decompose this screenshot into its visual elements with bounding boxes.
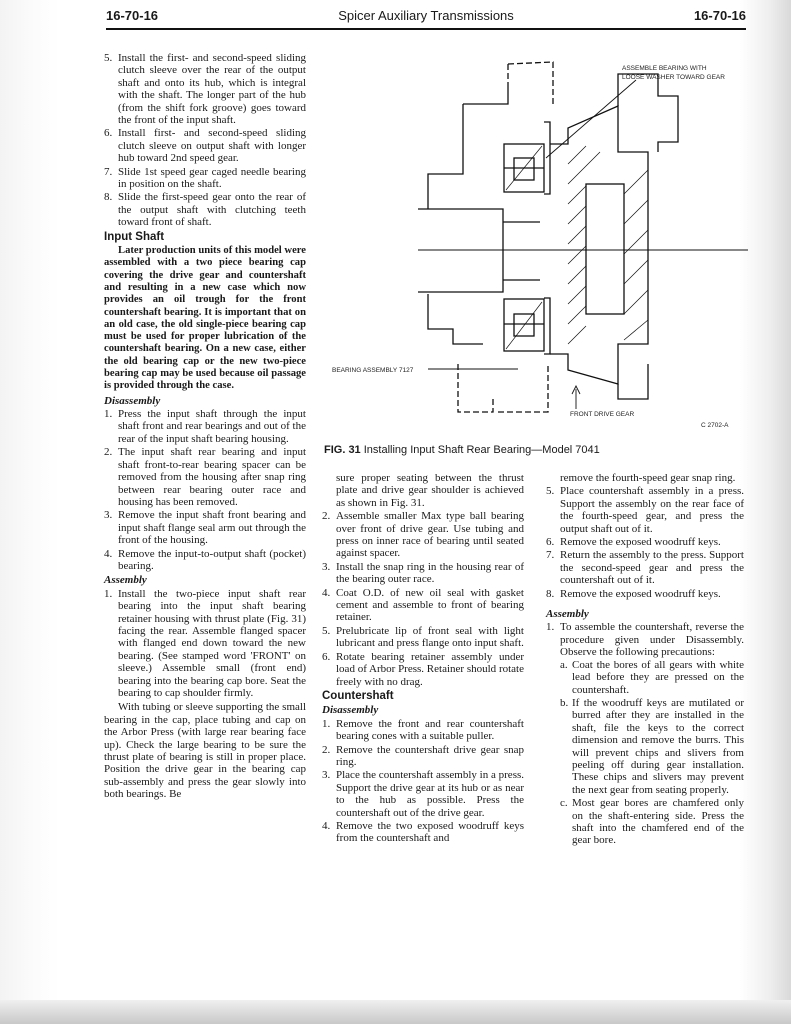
- step-number: 1.: [546, 621, 555, 634]
- list-item: [104, 588, 306, 700]
- step-number: 4.: [322, 586, 331, 599]
- step-number: 5.: [322, 624, 331, 637]
- list-item: [104, 408, 306, 445]
- countershaft-assembly-steps: [546, 621, 744, 846]
- step-text: Place countershaft assembly in a press. Support the assembly on the rear face of the fourth-speed gear, and press the output shaft out of it.: [560, 485, 744, 535]
- countershaft-disassembly-steps-cont: [546, 485, 744, 600]
- step-text: Remove the exposed woodruff keys.: [560, 587, 721, 600]
- step-text: Press the input shaft through the input shaft front and rear bearings and out of the rear of the input shaft bearing housing.: [118, 408, 306, 445]
- list-item: [104, 166, 306, 191]
- label-front-drive-gear: FRONT DRIVE GEAR: [570, 411, 635, 418]
- step-number: 6.: [322, 650, 331, 663]
- list-item: [546, 621, 744, 846]
- figure-caption: [324, 444, 744, 456]
- step-text: To assemble the countershaft, reverse the procedure given under Disassembly. Observe the following precautions:: [560, 621, 744, 659]
- step-number: 1.: [104, 408, 113, 421]
- step-text: Most gear bores are chamfered only on the shaft-entering side. Press the shaft into the chamfered end of the gear bore.: [572, 797, 744, 847]
- column-middle: [322, 472, 524, 846]
- column-right: [546, 472, 744, 848]
- list-item: [546, 588, 744, 600]
- step-text: Slide 1st speed gear caged needle bearing in position on the shaft.: [118, 165, 306, 191]
- subheading-disassembly: Disassembly: [104, 394, 161, 407]
- page-edge-shadow: [0, 1000, 791, 1024]
- page-header: [106, 6, 746, 28]
- list-item: [104, 446, 306, 508]
- step-text: Assemble smaller Max type ball bearing over front of drive gear. Use tubing and press on inner race of bearing until seated against spacer.: [336, 510, 524, 560]
- step-number: 7.: [546, 549, 555, 562]
- step-number: 2.: [322, 510, 331, 523]
- step-text: Place the countershaft assembly in a press. Support the drive gear at its hub or as near to the hub as possible. Press the countershaft out of the drive gear.: [336, 769, 524, 819]
- production-note: Later production units of this model were assembled with a two piece bearing cap covering the drive gear and countershaft and resulting in a new case which now provides an oil trough for the front countershaft bearing. It is important that on an old case, the old single-piece bearing cap must be used for proper lubrication of the countershaft bearing. On a new case, either the old bearing cap or the new two-piece bearing cap may be used because oil passage is provided through the case.: [104, 245, 306, 392]
- step-number: 6.: [104, 127, 113, 140]
- housing-outline-top: [508, 62, 553, 104]
- step-text: Install the first- and second-speed sliding clutch sleeve over the rear of the output shaft and onto its hub, which is integral with the shaft. The longer part of the hub (from the shift fork groove) goes toward the front of the input shaft.: [118, 52, 306, 127]
- list-item: [546, 485, 744, 535]
- continued-text: sure proper seating between the thrust plate and drive gear shoulder is achieved as shown in Fig. 31.: [336, 472, 524, 509]
- step-number: 8.: [546, 587, 555, 600]
- step-text: Coat O.D. of new oil seal with gasket cement and assemble to front of bearing retainer.: [336, 586, 524, 624]
- step-number: 1.: [104, 587, 113, 600]
- list-item: [322, 625, 524, 650]
- list-item: [560, 697, 744, 796]
- list-item: [322, 820, 524, 845]
- step-text: Remove the two exposed woodruff keys from the countershaft and: [336, 819, 524, 845]
- step-number: 4.: [322, 819, 331, 832]
- step-text: Remove the countershaft drive gear snap ring.: [336, 743, 524, 768]
- list-item: [322, 651, 524, 688]
- figure-number: FIG. 31: [324, 444, 361, 456]
- gear-bore: [586, 184, 624, 314]
- step-text: Return the assembly to the press. Support the second-speed gear and press the countershaft out of it.: [560, 549, 744, 587]
- step-text: Install the snap ring in the housing rear of the bearing outer race.: [336, 560, 524, 586]
- label-loose-washer: LOOSE WASHER TOWARD GEAR: [622, 74, 725, 81]
- output-shaft-steps: [104, 52, 306, 229]
- subheading-disassembly: Disassembly: [322, 704, 379, 717]
- step-text: Remove the front and rear countershaft bearing cones with a suitable puller.: [336, 717, 524, 743]
- housing-outline-bottom: [458, 364, 493, 412]
- list-item: [322, 744, 524, 769]
- input-shaft-assembly-steps-cont: [322, 510, 524, 688]
- input-shaft-assembly-steps: [104, 588, 306, 700]
- list-item: [322, 718, 524, 743]
- assembly-paragraph: With tubing or sleeve supporting the small bearing in the cap, place tubing and cap on the Arbor Press (with large rear bearing face up). Check the large bearing to be sure the thrust plate of bearing is still in proper place. Position the drive gear in the bearing cap sub-assembly and press the gear slowly into both bearings. Be: [104, 701, 306, 801]
- step-number: 3.: [322, 560, 331, 573]
- running-title: Spicer Auxiliary Transmissions: [338, 8, 514, 23]
- step-text: Prelubricate lip of front seal with light lubricant and press flange onto input shaft.: [336, 624, 524, 650]
- list-item: [104, 191, 306, 228]
- list-item: [322, 769, 524, 819]
- label-bearing-assembly: BEARING ASSEMBLY 7127: [332, 367, 414, 374]
- countershaft-disassembly-steps: [322, 718, 524, 845]
- step-number: 4.: [104, 547, 113, 560]
- header-rule: [106, 28, 746, 30]
- subheading-assembly: Assembly: [546, 608, 589, 621]
- step-text: Install the two-piece input shaft rear bearing into the input shaft bearing retainer housing with thrust plate (Fig. 31) facing the rear. Assemble flanged spacer with flanged end down toward the new bearing. (See stamped word 'FRONT' on sleeve.) Assemble small (front end) bearing into the bearing cap bore. Seat the bearing to cap shoulder firmly.: [118, 587, 306, 699]
- step-text: Coat the bores of all gears with white lead before they are pressed on the countershaft.: [572, 658, 744, 696]
- step-number: 6.: [546, 536, 555, 549]
- step-number: 2.: [104, 446, 113, 459]
- precautions-list: [560, 659, 744, 847]
- subheading-assembly: Assembly: [104, 574, 147, 587]
- list-item: [104, 509, 306, 546]
- step-text: Rotate bearing retainer assembly under load of Arbor Press. Retainer should rotate freely with no drag.: [336, 650, 524, 688]
- step-number: 7.: [104, 165, 113, 178]
- step-text: Remove the input-to-output shaft (pocket) bearing.: [118, 547, 306, 572]
- figure-caption-text: Installing Input Shaft Rear Bearing—Model 7041: [363, 444, 600, 456]
- list-item: [104, 548, 306, 573]
- step-number: 8.: [104, 191, 113, 204]
- step-number: 1.: [322, 717, 331, 730]
- section-heading-countershaft: Countershaft: [322, 689, 394, 702]
- step-number: b.: [560, 696, 569, 709]
- list-item: [560, 659, 744, 696]
- list-item: [104, 127, 306, 164]
- step-number: 2.: [322, 743, 331, 756]
- list-item: [546, 536, 744, 548]
- list-item: [322, 587, 524, 624]
- list-item: [546, 549, 744, 586]
- step-number: 3.: [322, 769, 331, 782]
- input-shaft-disassembly-steps: [104, 408, 306, 572]
- step-text: Slide the first-speed gear onto the rear of the output shaft with clutching teeth toward front of shaft.: [118, 191, 306, 229]
- step-text: Remove the exposed woodruff keys.: [560, 536, 721, 549]
- figure-code: C 2702-A: [701, 422, 729, 429]
- list-item: [322, 561, 524, 586]
- input-shaft-bearing-diagram: [318, 44, 748, 444]
- step-number: 3.: [104, 509, 113, 522]
- step-text: The input shaft rear bearing and input shaft front-to-rear bearing spacer can be removed from the housing after snap ring between rear bearing outer race and housing has been removed.: [118, 446, 306, 508]
- section-heading-input-shaft: Input Shaft: [104, 230, 165, 243]
- step-number: a.: [560, 658, 568, 671]
- step-number: 5.: [104, 52, 113, 64]
- page-number-left: 16-70-16: [106, 8, 159, 23]
- list-item: [104, 52, 306, 126]
- column-left: [104, 52, 306, 801]
- list-item: [560, 797, 744, 847]
- step-text: If the woodruff keys are mutilated or burred after they are installed in the shaft, file the keys to the correct dimension and remove the burrs. This will prevent chips and slivers from peeling off during gear installation. These chips and slivers may prevent the next gear from seating properly.: [572, 696, 744, 796]
- page-number-right: 16-70-16: [693, 8, 746, 23]
- continued-text: remove the fourth-speed gear snap ring.: [560, 472, 736, 484]
- step-text: Install first- and second-speed sliding clutch sleeve on output shaft with longer hub toward 2nd speed gear.: [118, 127, 306, 165]
- list-item: [322, 510, 524, 560]
- step-text: Remove the input shaft front bearing and input shaft flange seal arm out through the front of the housing.: [118, 509, 306, 547]
- label-assemble-bearing: ASSEMBLE BEARING WITH: [622, 65, 707, 72]
- step-number: c.: [560, 797, 568, 810]
- step-number: 5.: [546, 485, 555, 498]
